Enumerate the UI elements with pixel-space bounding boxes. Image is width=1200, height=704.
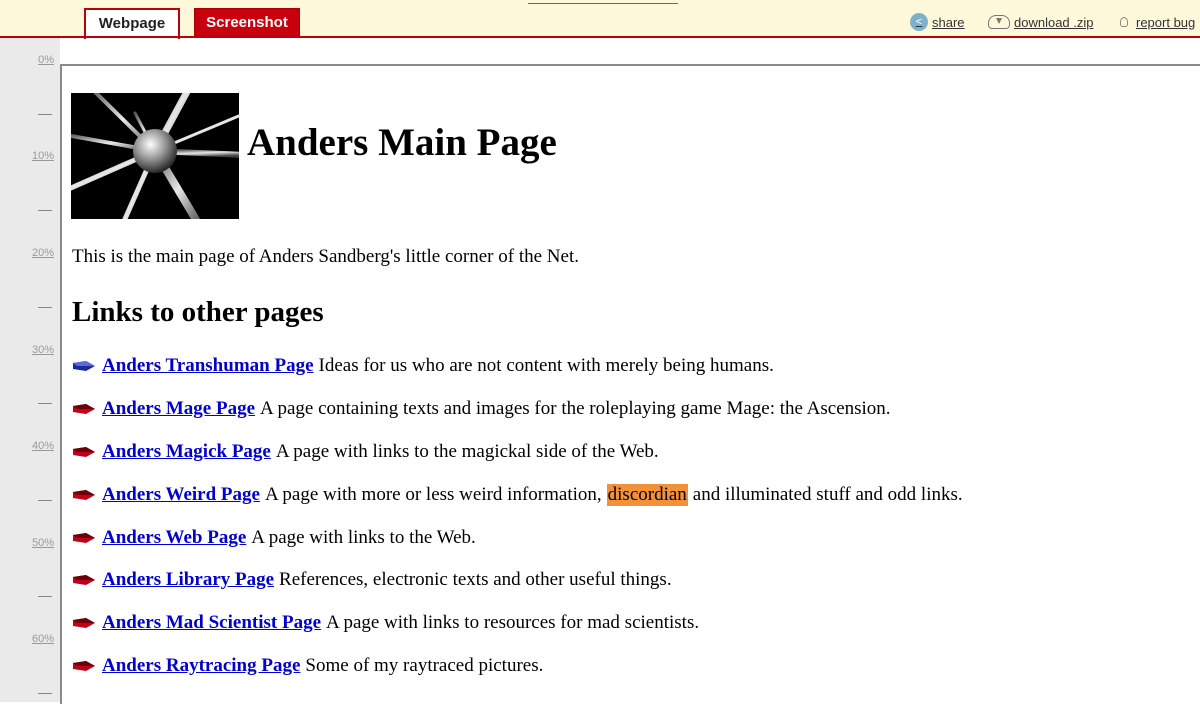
list-item [72,396,891,422]
list-item [72,567,672,593]
download-zip-label: download .zip [1014,14,1094,30]
link-description: A page containing texts and images for the roleplaying game Mage: the Ascension. [260,398,891,419]
intro-text: This is the main page of Anders Sandberg's little corner of the Net. [72,246,579,267]
report-bug-label: report bug [1136,14,1196,30]
ruler-label-50[interactable]: 50% [31,537,54,549]
library-page-link[interactable]: Anders Library Page [102,569,275,590]
pointing-hand-bullet-icon [72,531,96,545]
link-description: Some of my raytraced pictures. [305,655,544,676]
pointing-hand-bullet-icon [72,488,96,502]
ruler-label-30[interactable]: 30% [31,344,54,356]
tab-webpage[interactable]: Webpage [84,8,180,39]
share-icon: < [910,13,928,31]
archive-toolbar [0,0,1200,38]
link-description: References, electronic texts and other useful things. [279,569,672,590]
list-item [72,439,659,465]
mage-page-link[interactable]: Anders Mage Page [102,398,256,419]
ruler-tick [38,210,52,211]
link-description: Ideas for us who are not content with merely being humans. [318,355,774,376]
page-title: Anders Main Page [247,121,557,164]
raytraced-logo-image [71,93,239,219]
ruler-label-60[interactable]: 60% [31,633,54,645]
ruler-label-10[interactable]: 10% [31,150,54,162]
magick-page-link[interactable]: Anders Magick Page [102,441,271,462]
link-description-end: and illuminated stuff and odd links. [692,484,963,505]
ruler-label-20[interactable]: 20% [31,247,54,259]
link-description: A page with more or less weird information, [264,484,602,505]
pointing-hand-bullet-icon [72,616,96,630]
ruler-tick [38,500,52,501]
web-page-link[interactable]: Anders Web Page [102,527,247,548]
pointing-hand-bullet-icon [72,359,96,373]
link-description: A page with links to the magickal side of the Web. [275,441,659,462]
archive-url-fragment[interactable] [528,0,678,4]
pointing-hand-bullet-icon [72,573,96,587]
mad-scientist-page-link[interactable]: Anders Mad Scientist Page [102,612,322,633]
highlighted-word: discordian [607,484,687,505]
ruler-tick [38,596,52,597]
lightbulb-icon [1116,13,1132,31]
tab-screenshot[interactable]: Screenshot [194,8,300,36]
share-button[interactable] [910,12,965,32]
ruler-tick [38,307,52,308]
cloud-download-icon [988,15,1010,29]
raytracing-page-link[interactable]: Anders Raytracing Page [102,655,301,676]
download-zip-button[interactable] [988,12,1094,32]
ruler-tick [38,403,52,404]
pointing-hand-bullet-icon [72,445,96,459]
ruler-tick [38,114,52,115]
report-bug-button[interactable] [1116,12,1195,32]
links-heading: Links to other pages [72,296,324,328]
list-item [72,653,543,679]
list-item [72,353,774,379]
pointing-hand-bullet-icon [72,659,96,673]
link-description: A page with links to resources for mad scientists. [326,612,700,633]
pointing-hand-bullet-icon [72,402,96,416]
list-item [72,482,963,508]
share-label: share [932,14,965,30]
scroll-ruler[interactable] [0,38,60,702]
list-item [72,610,699,636]
ruler-label-0[interactable]: 0% [38,54,54,66]
weird-page-link[interactable]: Anders Weird Page [102,484,260,505]
list-item [72,525,476,551]
ruler-tick [38,693,52,694]
toolbar-divider [0,36,1200,38]
link-description: A page with links to the Web. [251,527,476,548]
ruler-label-40[interactable]: 40% [31,440,54,452]
transhuman-page-link[interactable]: Anders Transhuman Page [102,355,314,376]
